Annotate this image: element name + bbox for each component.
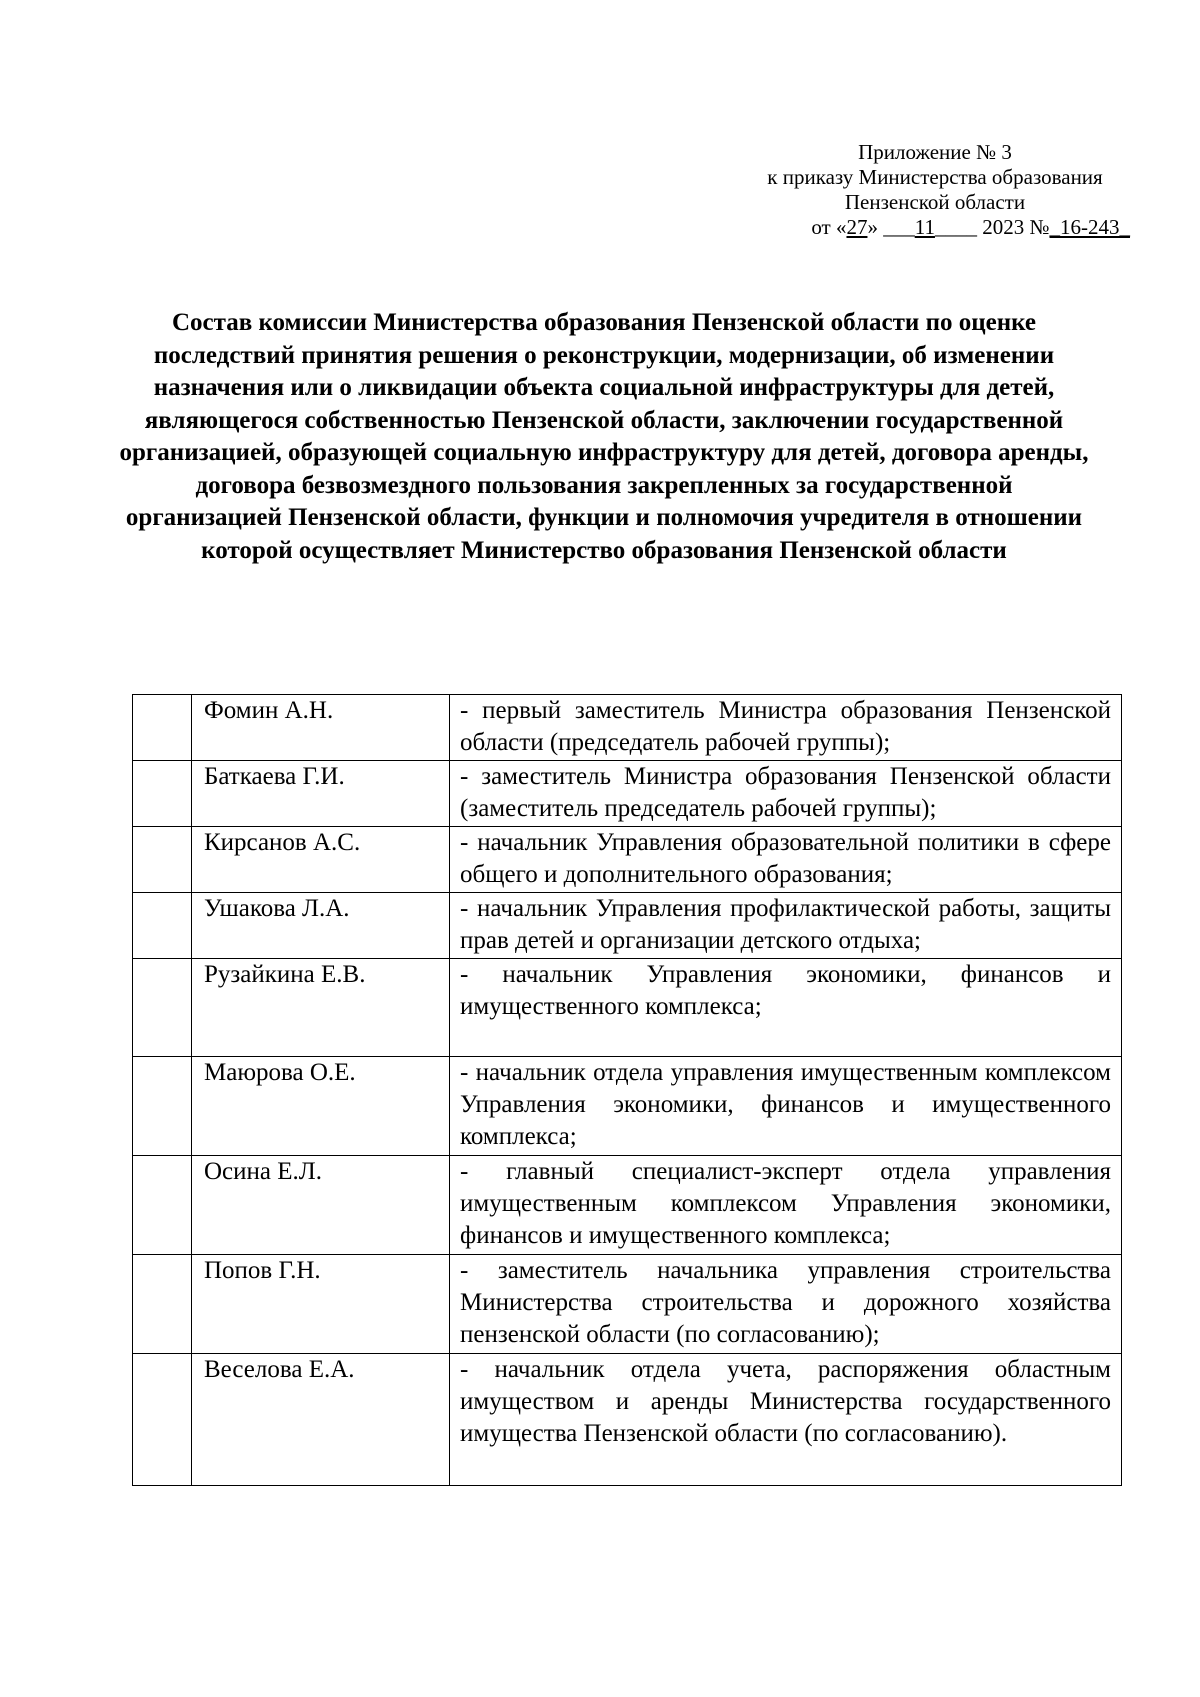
date-month: 11	[914, 215, 935, 239]
member-name: Фомин А.Н.	[192, 695, 450, 761]
date-prefix: от «	[811, 215, 847, 239]
order-number: _16-243_	[1049, 215, 1130, 239]
row-number-cell	[133, 695, 192, 761]
row-number-cell	[133, 959, 192, 1057]
region-name: Пензенской области	[844, 190, 1026, 214]
member-name: Осина Е.Л.	[192, 1156, 450, 1255]
row-number-cell	[133, 827, 192, 893]
table-row	[133, 1057, 1122, 1156]
commission-table	[132, 694, 1122, 1486]
member-name: Ушакова Л.А.	[192, 893, 450, 959]
date-separator: » ___	[867, 215, 915, 239]
member-role: - начальник отдела учета, распоряжения областным имуществом и аренды Министерства государственного имущества Пензенской области (по согласованию).	[450, 1354, 1122, 1486]
table-row	[133, 827, 1122, 893]
date-year: ____ 2023 №	[934, 215, 1050, 239]
member-role: - начальник Управления профилактической работы, защиты прав детей и организации детского отдыха;	[450, 893, 1122, 959]
row-number-cell	[133, 761, 192, 827]
member-name: Попов Г.Н.	[192, 1255, 450, 1354]
row-number-cell	[133, 1255, 192, 1354]
member-name: Баткаева Г.И.	[192, 761, 450, 827]
member-role: - начальник Управления экономики, финансов и имущественного комплекса;	[450, 959, 1122, 1057]
table-row	[133, 1354, 1122, 1486]
member-role: - первый заместитель Министра образования Пензенской области (председатель рабочей группы);	[450, 695, 1122, 761]
member-name: Кирсанов А.С.	[192, 827, 450, 893]
member-role: - начальник отдела управления имущественным комплексом Управления экономики, финансов и имущественного комплекса;	[450, 1057, 1122, 1156]
table-row	[133, 1156, 1122, 1255]
member-role: - главный специалист-эксперт отдела управления имущественным комплексом Управления экономики, финансов и имущественного комплекса;	[450, 1156, 1122, 1255]
row-number-cell	[133, 893, 192, 959]
table-row	[133, 893, 1122, 959]
member-name: Рузайкина Е.В.	[192, 959, 450, 1057]
table-row	[133, 959, 1122, 1057]
member-role: - заместитель начальника управления строительства Министерства строительства и дорожного хозяйства пензенской области (по согласованию);	[450, 1255, 1122, 1354]
table-row	[133, 1255, 1122, 1354]
row-number-cell	[133, 1057, 192, 1156]
table-row	[133, 761, 1122, 827]
order-reference: к приказу Министерства образования	[767, 165, 1103, 189]
member-name: Веселова Е.А.	[192, 1354, 450, 1486]
member-role: - начальник Управления образовательной политики в сфере общего и дополнительного образования;	[450, 827, 1122, 893]
document-title: Состав комиссии Министерства образования Пензенской области по оценке последствий принятия решения о реконструкции, модернизации, об изменении назначения или о ликвидации объекта социальной инфраструктуры для детей, являющегося собственностью Пензенской области, заключении государственной организацией, образующей социальную инфраструктуру для детей, договора аренды, договора безвозмездного пользования закрепленных за государственной организацией Пензенской области, функции и полномочия учредителя в отношении которой осуществляет Министерство образования Пензенской области	[119, 309, 1089, 564]
date-day: 27	[846, 215, 868, 239]
row-number-cell	[133, 1156, 192, 1255]
appendix-number: Приложение № 3	[858, 140, 1012, 164]
appendix-header	[740, 140, 1130, 240]
row-number-cell	[133, 1354, 192, 1486]
member-role: - заместитель Министра образования Пензенской области (заместитель председатель рабочей группы);	[450, 761, 1122, 827]
table-row	[133, 695, 1122, 761]
member-name: Маюрова О.Е.	[192, 1057, 450, 1156]
order-date-line	[740, 215, 1130, 240]
